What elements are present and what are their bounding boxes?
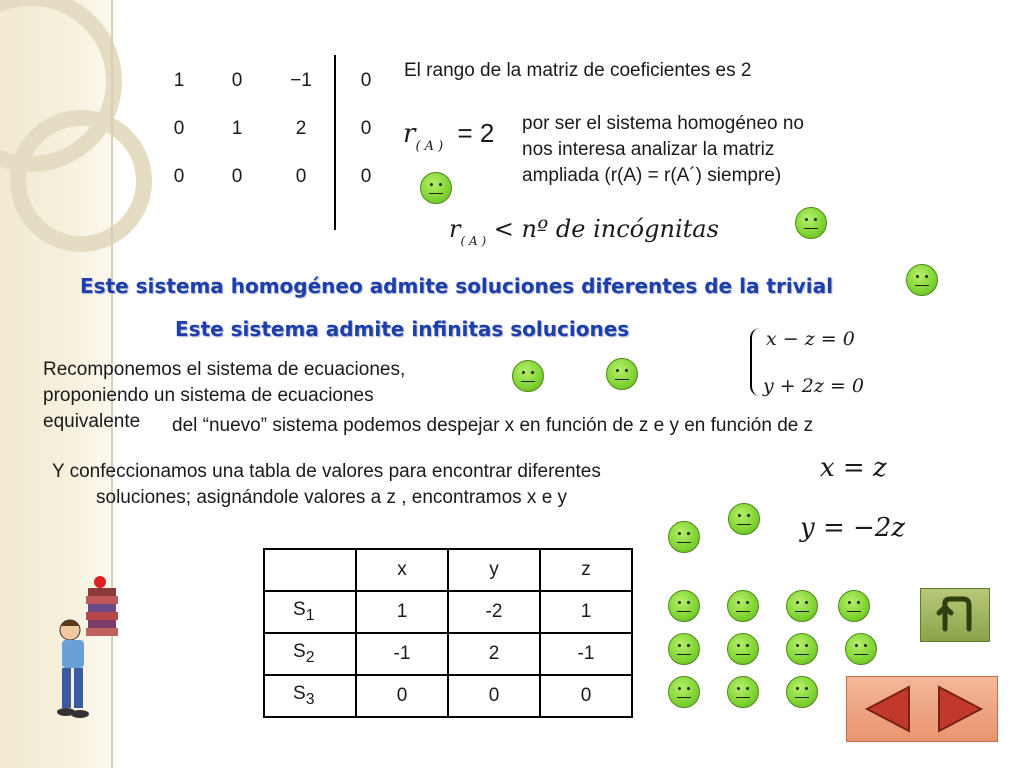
conclusion-nontrivial: Este sistema homogéneo admite soluciones diferentes de la trivial <box>80 274 833 298</box>
table-row <box>264 633 632 675</box>
rank-equation <box>403 118 495 154</box>
rank-r: r <box>403 119 416 149</box>
smiley-face-icon[interactable] <box>728 503 760 535</box>
table-header-cell <box>264 549 356 591</box>
smiley-face-icon[interactable] <box>786 633 818 665</box>
matrix-cell: 0 <box>231 70 243 91</box>
smiley-face-icon[interactable] <box>727 633 759 665</box>
rank-inequality <box>449 215 719 248</box>
smiley-face-icon[interactable] <box>420 172 452 204</box>
smiley-face-icon[interactable] <box>727 676 759 708</box>
cell-z: 1 <box>540 591 632 633</box>
matrix-cell: 1 <box>231 118 243 139</box>
homogeneous-note-line-3: ampliada (r(A) = r(A´) siempre) <box>522 165 782 186</box>
table-row <box>264 591 632 633</box>
cell-x: 1 <box>356 591 448 633</box>
solutions-table <box>263 548 633 718</box>
system-eq-1: x − z = 0 <box>766 328 855 350</box>
rank-rhs: = 2 <box>457 118 495 148</box>
row-label-text: S <box>293 683 306 705</box>
smiley-face-icon[interactable] <box>906 264 938 296</box>
recompose-line-2: proponiendo un sistema de ecuaciones <box>43 385 374 406</box>
cell-y: 0 <box>448 675 540 717</box>
smiley-face-icon[interactable] <box>786 590 818 622</box>
matrix-separator <box>334 55 336 230</box>
table-row <box>264 675 632 717</box>
row-label-text: S <box>293 641 306 663</box>
smiley-face-icon[interactable] <box>512 360 544 392</box>
row-label <box>264 591 356 633</box>
previous-arrow-icon[interactable] <box>847 677 997 741</box>
student-carrying-books-icon <box>48 574 128 724</box>
rank-statement: El rango de la matriz de coeficientes es 2 <box>404 60 752 81</box>
matrix-cell: 2 <box>295 118 307 139</box>
row-label-sub: 3 <box>305 690 315 708</box>
conclusion-infinite: Este sistema admite infinitas soluciones <box>175 317 630 341</box>
system-brace <box>750 328 762 396</box>
smiley-face-icon[interactable] <box>668 676 700 708</box>
smiley-face-icon[interactable] <box>668 590 700 622</box>
navigation-bar <box>846 676 998 742</box>
matrix-cell: 0 <box>360 166 372 187</box>
table-header-cell: y <box>448 549 540 591</box>
row-label-text: S <box>293 599 306 621</box>
row-label-sub: 1 <box>305 606 315 624</box>
smiley-face-icon[interactable] <box>668 633 700 665</box>
matrix-cell: −1 <box>290 70 312 91</box>
system-eq-2: y + 2z = 0 <box>763 375 864 397</box>
cell-z: 0 <box>540 675 632 717</box>
matrix-cell: 0 <box>231 166 243 187</box>
ineq-rest: < nº de incógnitas <box>493 215 719 243</box>
matrix-cell: 0 <box>360 70 372 91</box>
table-intro-line-2: soluciones; asignándole valores a z , encontramos x e y <box>96 487 568 508</box>
row-label <box>264 675 356 717</box>
smiley-face-icon[interactable] <box>845 633 877 665</box>
matrix-cell: 0 <box>173 118 185 139</box>
cell-x: -1 <box>356 633 448 675</box>
matrix-cell: 0 <box>360 118 372 139</box>
smiley-face-icon[interactable] <box>838 590 870 622</box>
row-label-sub: 2 <box>305 648 315 666</box>
cell-y: -2 <box>448 591 540 633</box>
rank-subscript: ( A ) <box>415 139 444 154</box>
solution-y: y = −2z <box>800 513 906 543</box>
table-header-cell: x <box>356 549 448 591</box>
cell-x: 0 <box>356 675 448 717</box>
despejar-statement: del “nuevo” sistema podemos despejar x en función de z e y en función de z <box>172 415 814 436</box>
table-header-row <box>264 549 632 591</box>
matrix-cell: 1 <box>173 70 185 91</box>
decorative-ring <box>10 110 152 252</box>
homogeneous-note-line-1: por ser el sistema homogéneo no <box>522 113 804 134</box>
table-intro-line-1: Y confeccionamos una tabla de valores para encontrar diferentes <box>52 461 601 482</box>
ineq-r: r <box>449 215 461 243</box>
homogeneous-note-line-2: nos interesa analizar la matriz <box>522 139 775 160</box>
matrix-cell: 0 <box>295 166 307 187</box>
return-arrow-icon <box>921 589 989 641</box>
recompose-line-3: equivalente <box>43 411 141 432</box>
recompose-line-1: Recomponemos el sistema de ecuaciones, <box>43 359 406 380</box>
cell-y: 2 <box>448 633 540 675</box>
cell-z: -1 <box>540 633 632 675</box>
return-button[interactable] <box>920 588 990 642</box>
smiley-face-icon[interactable] <box>727 590 759 622</box>
row-label <box>264 633 356 675</box>
solution-x: x = z <box>820 453 887 483</box>
table-header-cell: z <box>540 549 632 591</box>
matrix-cell: 0 <box>173 166 185 187</box>
smiley-face-icon[interactable] <box>668 521 700 553</box>
smiley-face-icon[interactable] <box>786 676 818 708</box>
smiley-face-icon[interactable] <box>795 207 827 239</box>
ineq-subscript: ( A ) <box>460 234 487 248</box>
smiley-face-icon[interactable] <box>606 358 638 390</box>
